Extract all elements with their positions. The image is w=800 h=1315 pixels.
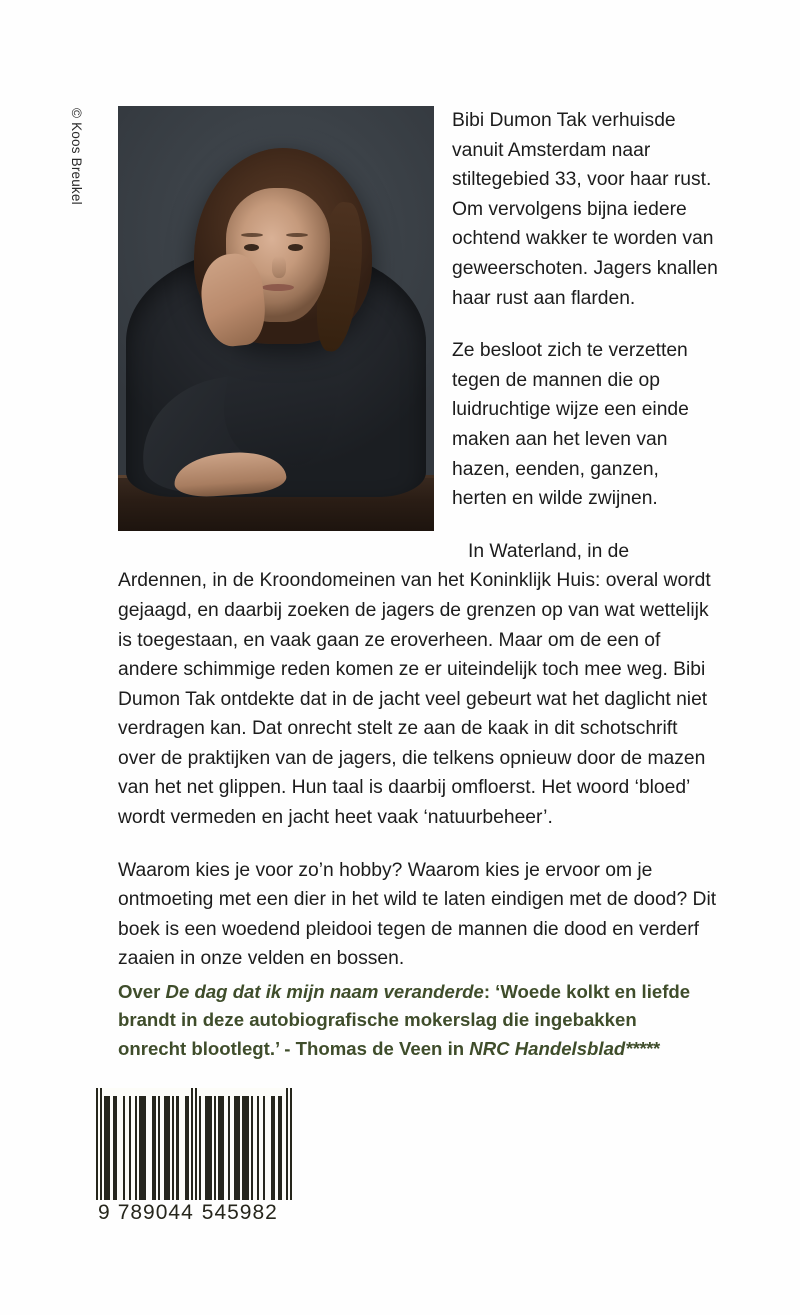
barcode-group-2: 545982: [201, 1201, 278, 1224]
barcode-lead-digit: 9: [98, 1201, 111, 1224]
portrait-eye-right: [288, 244, 303, 251]
blurb-paragraph-3: In Waterland, in de Ardennen, in de Kroondomeinen van het Koninklijk Huis: overal wordt gejaagd, en daarbij zoeken de jagers de grenzen op van wat wettelijk is toegestaan, en vaak gaan ze eroverheen. Maar om de een of andere schimmige reden komen ze er uiteindelijk toch mee weg. Bibi Dumon Tak ontdekte dat in de jacht veel gebeurt wat het daglicht niet verdragen kan. Dat onrecht stelt ze aan de kaak in dit schotschrift over de praktijken van de jagers, die telkens opnieuw door de mazen van het net glippen. Hun taal is daarbij omfloerst. Het woord ‘bloed’ wordt vermeden en jacht heet vaak ‘natuurbeheer’.: [118, 540, 711, 829]
portrait-mouth: [262, 284, 294, 291]
blurb-paragraph-1: Bibi Dumon Tak verhuisde vanuit Amsterdam naar stiltegebied 33, voor haar rust. Om vervolgens bijna iedere ochtend wakker te worden van geweerschoten. Jagers knallen haar rust aan flarden.: [452, 110, 718, 309]
portrait-eyebrow-left: [241, 233, 263, 237]
portrait-eyebrow-right: [286, 233, 308, 237]
review-quote-text: : ‘Woede kolkt en liefde brandt in deze autobiografische mokerslag die ingebakken onrecht blootlegt.’ - Thomas de Veen in: [118, 981, 691, 1059]
author-portrait-photo: [118, 106, 434, 531]
review-publication: NRC Handelsblad: [469, 1037, 626, 1059]
portrait-eye-left: [244, 244, 259, 251]
barcode-group-1: 789044: [117, 1201, 194, 1224]
blurb-paragraph-2: Ze besloot zich te verzetten tegen de mannen die op luidruchtige wijze een einde maken aan het leven van hazen, eenden, ganzen, herten en wilde zwijnen.: [452, 340, 689, 510]
photo-credit: © Koos Breukel: [69, 108, 84, 205]
review-lead-in: Over: [118, 981, 166, 1002]
blurb-text-column: [118, 106, 718, 974]
blurb-paragraph-4: Waarom kies je voor zo’n hobby? Waarom kies je ervoor om je ontmoeting met een dier in het wild te laten eindigen met de dood? Dit boek is een woedend pleidooi tegen de mannen die dood en verderf zaaien in onze velden en bossen.: [118, 859, 717, 970]
isbn-barcode: [96, 1088, 292, 1225]
review-book-title: De dag dat ik mijn naam veranderde: [165, 981, 484, 1002]
portrait-nose: [272, 256, 286, 278]
barcode-digits: [96, 1201, 292, 1225]
review-star-rating: *****: [625, 1037, 659, 1059]
press-review-quote: [118, 978, 698, 1063]
barcode-bars: [96, 1088, 292, 1200]
